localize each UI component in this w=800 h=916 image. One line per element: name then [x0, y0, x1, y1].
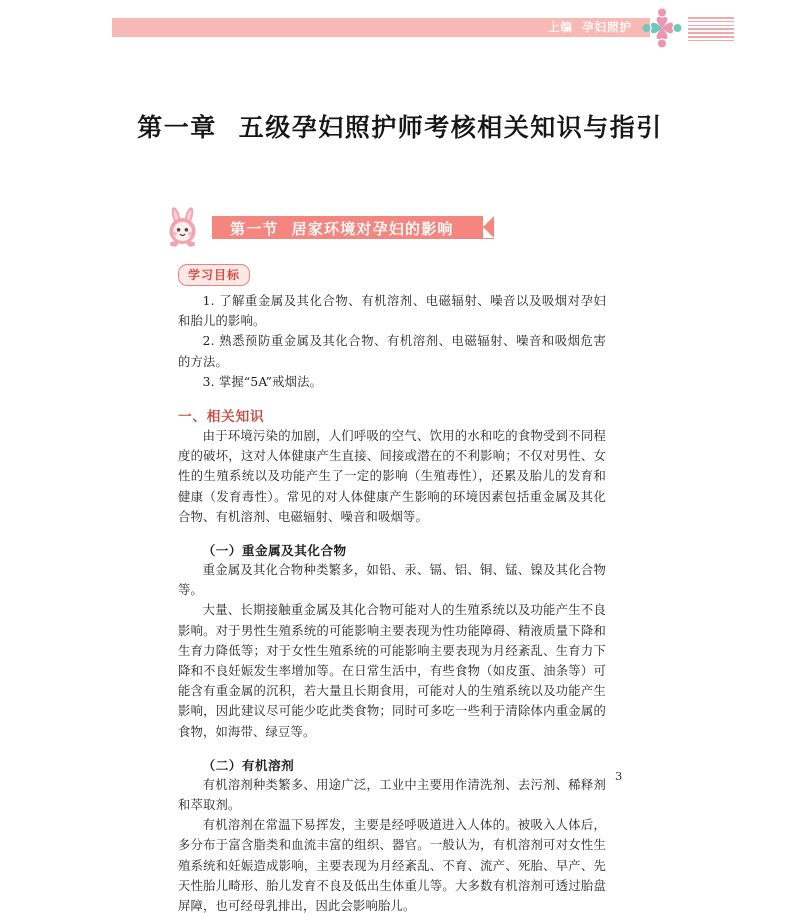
learning-goal-item: 3. 掌握“5A”戒烟法。: [202, 374, 323, 389]
horizontal-lines-decor-icon: [688, 17, 734, 38]
section-number: 第一节: [230, 220, 279, 238]
pink-rabbit-mascot-icon: [160, 205, 206, 251]
page-content: [178, 264, 606, 916]
section-title: 居家环境对孕妇的影响: [291, 220, 454, 238]
section-heading-level-1: 一、相关知识: [178, 409, 265, 426]
learning-goal-item: 1. 了解重金属及其化合物、有机溶剂、电磁辐射、噪音以及吸烟对孕妇和胎儿的影响。: [178, 294, 606, 329]
content-section: [178, 540, 606, 742]
body-paragraph: 大量、长期接触重金属及其化合物可能对人的生殖系统以及功能产生不良影响。对于男性生殖系统的可能影响主要表现为性功能障碍、精液质量下降和生育力降低等；对于女性生殖系统的可能影响主要表现为月经紊乱、生育力下降和不良妊娠发生率增加等。在日常生活中，有些食物（如皮蛋、油条等）可能含有重金属的沉积，若大量且长期食用，可能对人的生殖系统以及功能产生影响，因此建议尽可能少吃此类食物；同时可多吃一些利于清除体内重金属的食物，如海带、绿豆等。: [178, 603, 606, 739]
learning-goals-block: [178, 264, 606, 392]
page-header: [0, 0, 800, 62]
content-section: [178, 755, 606, 916]
learning-goal-item: 2. 熟悉预防重金属及其化合物、有机溶剂、电磁辐射、噪音和吸烟危害的方法。: [178, 334, 606, 369]
header-volume-label: 上编: [548, 20, 573, 34]
body-paragraph: 有机溶剂种类繁多、用途广泛，工业中主要用作清洗剂、去污剂、稀释剂和萃取剂。: [178, 777, 606, 813]
pinwheel-flower-logo-icon: [640, 6, 684, 50]
learning-goals-list: [178, 291, 606, 392]
page-number: 3: [615, 769, 623, 783]
body-paragraph: 由于环境污染的加剧，人们呼吸的空气、饮用的水和吃的食物受到不同程度的破坏，这对人体健康产生直接、间接或潜在的不利影响；不仅对男性、女性的生殖系统以及功能产生了一定的影响（生殖毒性），还累及胎儿的发育和健康（发育毒性）。常见的对人体健康产生影响的环境因素包括重金属及其化合物、有机溶剂、电磁辐射、噪音和吸烟等。: [178, 429, 606, 524]
content-section: [178, 405, 606, 527]
header-book-title: 孕妇照护: [582, 20, 632, 34]
chapter-title-text: 五级孕妇照护师考核相关知识与指引: [238, 113, 663, 142]
header-running-title-bar: [112, 18, 650, 37]
body-paragraph: 有机溶剂在常温下易挥发，主要是经呼吸道进入人体的。被吸入人体后，多分布于富含脂类和血流丰富的组织、器官。一般认为，有机溶剂可对女性生殖系统和妊娠造成影响，主要表现为月经紊乱、不育、流产、死胎、早产、先天性胎儿畸形、胎儿发育不良及低出生体重儿等。大多数有机溶剂可透过胎盘屏障，也可经母乳排出，因此会影响胎儿。: [178, 818, 606, 914]
chapter-number: 第一章: [137, 113, 217, 142]
section-banner: [160, 205, 500, 249]
section-heading-level-2: （二）有机溶剂: [202, 757, 295, 773]
chapter-title: [0, 108, 800, 144]
section-ribbon-text: [230, 218, 454, 239]
section-ribbon: [212, 216, 494, 239]
header-running-title: [548, 19, 632, 35]
learning-goals-badge: 学习目标: [178, 264, 250, 286]
section-heading-level-2: （一）重金属及其化合物: [202, 543, 347, 559]
body-paragraph: 重金属及其化合物种类繁多，如铅、汞、镉、铝、铜、锰、镍及其化合物等。: [178, 563, 606, 598]
